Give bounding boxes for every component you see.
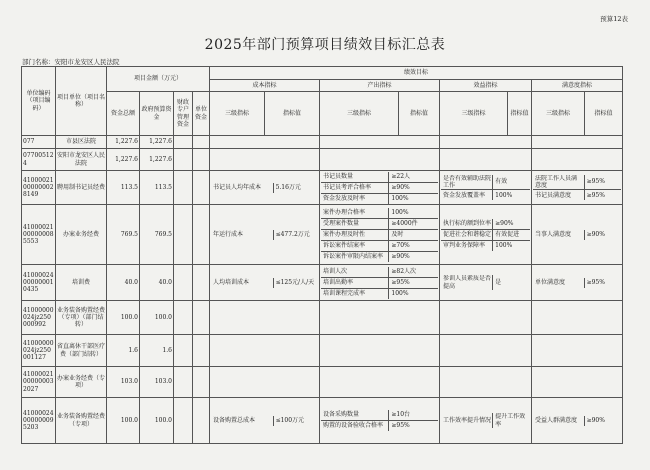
satisfaction-indicator-value: ≥95%	[586, 278, 605, 286]
output-indicator-row	[321, 182, 438, 193]
benefit-indicator-row	[441, 229, 530, 240]
fiscal-special-amount	[174, 398, 193, 444]
header-gov-budget: 政府预算资金	[140, 92, 174, 136]
fiscal-special-amount	[174, 149, 193, 171]
satisfaction-indicator-indicator: 书记员满意度	[533, 190, 584, 201]
output-indicator-row	[321, 240, 438, 251]
header-benefit: 效益指标	[440, 80, 532, 92]
gov-budget-amount: 113.5	[140, 171, 174, 205]
output-indicator-row	[321, 172, 438, 183]
unit-funds-amount	[193, 367, 210, 398]
fiscal-special-amount	[174, 335, 193, 367]
table-row	[22, 301, 623, 335]
unit-code: 077005124	[22, 149, 56, 171]
form-number: 预算12表	[600, 15, 628, 23]
cost-indicator-indicator: 书记员人均年成本	[211, 183, 273, 193]
cost-indicator-value: ≤100万元	[275, 416, 305, 424]
gov-budget-amount: 100.0	[140, 398, 174, 444]
output-indicator-row	[321, 208, 438, 219]
gov-budget-amount: 40.0	[140, 265, 174, 301]
total-amount: 1,227.6	[107, 149, 140, 171]
cost-indicator-cell	[210, 335, 320, 367]
output-indicator-indicator: 诉讼案件审限内结案率	[321, 251, 389, 262]
benefit-indicator-cell	[440, 205, 532, 265]
benefit-indicator-indicator: 工作效率提升情况	[441, 413, 493, 427]
output-indicator-row	[321, 410, 438, 421]
output-indicator-cell	[320, 149, 440, 171]
header-unit-code: 单位编码（项目编码）	[22, 67, 56, 136]
fiscal-special-amount	[174, 136, 193, 149]
satisfaction-indicator-cell	[532, 149, 623, 171]
table-row	[22, 171, 623, 205]
output-indicator-value: ≥82人次	[389, 267, 438, 278]
benefit-indicator-indicator: 参训人员素质是否提高	[443, 275, 492, 290]
satisfaction-indicator-cell	[532, 171, 623, 205]
unit-funds-amount	[193, 171, 210, 205]
output-indicator-indicator: 受理案件数量	[321, 218, 389, 229]
header-benefit-level3: 三级指标	[440, 92, 508, 136]
cost-indicator-cell	[210, 398, 320, 444]
project-name: 办案业务经费（专项）	[56, 367, 107, 398]
output-indicator-indicator: 资金发放及时率	[321, 193, 389, 204]
output-indicator-value: ≥22人	[389, 172, 438, 183]
cost-indicator-list	[211, 416, 318, 426]
total-amount: 769.5	[107, 205, 140, 265]
output-indicator-row	[321, 267, 438, 278]
total-amount: 40.0	[107, 265, 140, 301]
output-indicator-value: 100%	[389, 208, 438, 219]
gov-budget-amount: 769.5	[140, 205, 174, 265]
output-indicator-indicator: 设备采购数量	[321, 410, 389, 421]
output-indicator-indicator: 培训出勤率	[321, 277, 389, 288]
output-indicator-cell	[320, 301, 440, 335]
satisfaction-indicator-indicator: 受益人群满意度	[533, 416, 584, 426]
benefit-indicator-row	[441, 240, 530, 251]
project-name: 业务装备购置经费（专项）	[56, 398, 107, 444]
fiscal-special-amount	[174, 265, 193, 301]
table-row	[22, 335, 623, 367]
output-indicator-value: ≥90%	[389, 182, 438, 193]
benefit-indicator-list	[441, 219, 530, 251]
satisfaction-indicator-list	[533, 416, 621, 426]
output-indicator-indicator: 诉讼案件结案率	[321, 240, 389, 251]
fiscal-special-amount	[174, 301, 193, 335]
cost-indicator-indicator: 设备购置总成本	[211, 416, 273, 426]
header-fiscal-special: 财政专户管理资金	[174, 92, 193, 136]
output-indicator-value: 100%	[391, 194, 409, 202]
benefit-indicator-cell	[440, 265, 532, 301]
output-indicator-cell	[320, 367, 440, 398]
total-amount: 113.5	[107, 171, 140, 205]
header-project-unit: 项目单位（项目名称）	[56, 67, 107, 136]
gov-budget-amount: 1,227.6	[140, 149, 174, 171]
unit-code: 41000024000000095203	[22, 398, 56, 444]
satisfaction-indicator-row	[533, 278, 621, 288]
project-name: 业务装备购置经费（专项）（部门结转）	[56, 301, 107, 335]
header-cost: 成本指标	[210, 80, 320, 92]
header-total: 资金总额	[107, 92, 140, 136]
unit-code: 41000021000000085553	[22, 205, 56, 265]
output-indicator-indicator: 购置的设备验收合格率	[321, 421, 389, 432]
output-indicator-row	[321, 421, 438, 432]
table-row	[22, 149, 623, 171]
output-indicator-value: ≥70%	[389, 240, 438, 251]
output-indicator-row	[321, 193, 438, 204]
satisfaction-indicator-list	[533, 175, 621, 200]
benefit-indicator-cell	[440, 335, 532, 367]
satisfaction-indicator-value: ≥90%	[586, 230, 605, 238]
unit-funds-amount	[193, 136, 210, 149]
output-indicator-row	[321, 288, 438, 299]
benefit-indicator-cell	[440, 136, 532, 149]
benefit-indicator-list	[441, 275, 530, 289]
cost-indicator-row	[211, 278, 318, 288]
cost-indicator-cell	[210, 301, 320, 335]
benefit-indicator-row	[441, 219, 530, 230]
satisfaction-indicator-cell	[532, 136, 623, 149]
unit-code: 41000024000000010435	[22, 265, 56, 301]
satisfaction-indicator-cell	[532, 265, 623, 301]
output-indicator-row	[321, 218, 438, 229]
cost-indicator-list	[211, 183, 318, 193]
benefit-indicator-value: 100%	[495, 191, 513, 199]
gov-budget-amount: 103.0	[140, 367, 174, 398]
benefit-indicator-cell	[440, 171, 532, 205]
benefit-indicator-row	[441, 275, 530, 289]
unit-code: 41000000024jz250000992	[22, 301, 56, 335]
benefit-indicator-row	[441, 175, 530, 190]
output-indicator-indicator: 培训人次	[321, 267, 389, 278]
output-indicator-row	[321, 251, 438, 262]
benefit-indicator-cell	[440, 301, 532, 335]
output-indicator-indicator: 案件办理及时性	[321, 229, 389, 240]
cost-indicator-list	[211, 230, 318, 240]
project-name: 聘用制书记员经费	[56, 171, 107, 205]
benefit-indicator-value: 提升工作效率	[495, 413, 526, 428]
cost-indicator-value: 5.16万元	[275, 183, 301, 191]
performance-table	[21, 66, 623, 444]
project-name: 培训费	[56, 265, 107, 301]
output-indicator-cell	[320, 171, 440, 205]
header-benefit-value: 指标值	[508, 92, 532, 136]
satisfaction-indicator-row	[533, 230, 621, 240]
project-name: 市县区法院	[56, 136, 107, 149]
fiscal-special-amount	[174, 171, 193, 205]
unit-funds-amount	[193, 398, 210, 444]
satisfaction-indicator-cell	[532, 367, 623, 398]
output-indicator-cell	[320, 136, 440, 149]
gov-budget-amount: 100.0	[140, 301, 174, 335]
benefit-indicator-indicator: 审判业务保障率	[441, 240, 493, 251]
satisfaction-indicator-list	[533, 278, 621, 288]
unit-code: 077	[22, 136, 56, 149]
output-indicator-value: ≥95%	[391, 422, 410, 430]
cost-indicator-row	[211, 416, 318, 426]
fiscal-special-amount	[174, 205, 193, 265]
satisfaction-indicator-indicator: 当事人满意度	[533, 230, 584, 240]
benefit-indicator-cell	[440, 367, 532, 398]
cost-indicator-cell	[210, 367, 320, 398]
unit-code: 41000021000000028149	[22, 171, 56, 205]
satisfaction-indicator-row	[533, 175, 621, 190]
header-amount-group: 项目金额（万元）	[107, 67, 210, 92]
benefit-indicator-cell	[440, 149, 532, 171]
cost-indicator-row	[211, 183, 318, 193]
satisfaction-indicator-list	[533, 230, 621, 240]
cost-indicator-list	[211, 278, 318, 288]
output-indicator-list	[321, 267, 438, 299]
header-output: 产出指标	[320, 80, 440, 92]
cost-indicator-cell	[210, 265, 320, 301]
header-cost-level3: 三级指标	[210, 92, 265, 136]
benefit-indicator-value: 有效促进	[493, 229, 530, 240]
header-cost-value: 指标值	[265, 92, 320, 136]
output-indicator-indicator: 培训课程完成率	[321, 288, 389, 299]
cost-indicator-indicator: 年运行成本	[211, 230, 273, 240]
output-indicator-indicator: 书记员考评合格率	[321, 182, 389, 193]
header-sat-value: 指标值	[585, 92, 623, 136]
table-row	[22, 205, 623, 265]
page-title: 2025年部门预算项目绩效目标汇总表	[204, 37, 446, 53]
unit-funds-amount	[193, 149, 210, 171]
unit-funds-amount	[193, 301, 210, 335]
output-indicator-value: ≥4000件	[389, 218, 438, 229]
benefit-indicator-value: 100%	[495, 241, 513, 249]
output-indicator-row	[321, 229, 438, 240]
satisfaction-indicator-cell	[532, 301, 623, 335]
header-sat-level3: 三级指标	[532, 92, 585, 136]
gov-budget-amount: 1,227.6	[140, 136, 174, 149]
output-indicator-row	[321, 277, 438, 288]
cost-indicator-cell	[210, 136, 320, 149]
total-amount: 100.0	[107, 398, 140, 444]
benefit-indicator-list	[441, 175, 530, 200]
satisfaction-indicator-row	[533, 416, 621, 426]
benefit-indicator-row	[441, 190, 530, 201]
satisfaction-indicator-cell	[532, 205, 623, 265]
cost-indicator-value: ≤477.2万元	[275, 230, 310, 238]
total-amount: 1,227.6	[107, 136, 140, 149]
department-name: 部门名称：安阳市龙安区人民法院	[22, 58, 120, 66]
benefit-indicator-indicator: 资金发放覆盖率	[441, 190, 493, 201]
benefit-indicator-value: ≥90%	[493, 219, 530, 230]
table-row	[22, 136, 623, 149]
cost-indicator-cell	[210, 205, 320, 265]
satisfaction-indicator-value: ≥90%	[586, 416, 605, 424]
project-name: 省直离休干部医疗费（部门结转）	[56, 335, 107, 367]
total-amount: 1.6	[107, 335, 140, 367]
satisfaction-indicator-indicator: 单位满意度	[533, 278, 584, 288]
output-indicator-value: 100%	[391, 289, 409, 297]
output-indicator-cell	[320, 398, 440, 444]
cost-indicator-cell	[210, 149, 320, 171]
unit-funds-amount	[193, 265, 210, 301]
table-row	[22, 398, 623, 444]
header-output-value: 指标值	[399, 92, 440, 136]
total-amount: 100.0	[107, 301, 140, 335]
output-indicator-indicator: 案件办理合格率	[321, 208, 389, 219]
output-indicator-cell	[320, 265, 440, 301]
cost-indicator-cell	[210, 171, 320, 205]
project-name: 办案业务经费	[56, 205, 107, 265]
output-indicator-list	[321, 410, 438, 431]
header-unit-funds: 单位资金	[193, 92, 210, 136]
satisfaction-indicator-value: ≥95%	[584, 175, 621, 190]
total-amount: 103.0	[107, 367, 140, 398]
output-indicator-value: ≥10台	[389, 410, 438, 421]
table-row	[22, 367, 623, 398]
cost-indicator-row	[211, 230, 318, 240]
benefit-indicator-value: 是	[495, 278, 502, 286]
benefit-indicator-indicator: 执行标的额到位率	[441, 219, 493, 230]
gov-budget-amount: 1.6	[140, 335, 174, 367]
output-indicator-value: ≥95%	[389, 277, 438, 288]
unit-funds-amount	[193, 205, 210, 265]
satisfaction-indicator-cell	[532, 398, 623, 444]
output-indicator-list	[321, 172, 438, 204]
header-perf-target: 绩效目标	[210, 67, 623, 80]
satisfaction-indicator-value: ≥95%	[586, 191, 605, 199]
header-output-level3: 三级指标	[320, 92, 399, 136]
unit-funds-amount	[193, 335, 210, 367]
benefit-indicator-value: 有效	[493, 175, 530, 190]
cost-indicator-indicator: 人均培训成本	[211, 278, 273, 288]
header-satisfaction: 满意度指标	[532, 80, 623, 92]
satisfaction-indicator-indicator: 法院工作人员满意度	[533, 175, 584, 190]
output-indicator-cell	[320, 205, 440, 265]
output-indicator-list	[321, 208, 438, 262]
project-name: 安阳市龙安区人民法院	[56, 149, 107, 171]
benefit-indicator-indicator: 促进社会和谐稳定	[441, 229, 493, 240]
satisfaction-indicator-cell	[532, 335, 623, 367]
benefit-indicator-row	[441, 413, 530, 427]
unit-code: 41000021000000032027	[22, 367, 56, 398]
benefit-indicator-indicator: 是否有效辅助法院工作	[443, 174, 492, 189]
table-row	[22, 265, 623, 301]
benefit-indicator-list	[441, 413, 530, 427]
satisfaction-indicator-row	[533, 190, 621, 201]
output-indicator-cell	[320, 335, 440, 367]
fiscal-special-amount	[174, 367, 193, 398]
benefit-indicator-cell	[440, 398, 532, 444]
output-indicator-value: ≥90%	[391, 252, 410, 260]
cost-indicator-value: ≤125元/人/天	[275, 278, 315, 286]
unit-code: 41000000024jz250001127	[22, 335, 56, 367]
output-indicator-value: 及时	[389, 229, 438, 240]
output-indicator-indicator: 书记员数量	[321, 172, 389, 183]
